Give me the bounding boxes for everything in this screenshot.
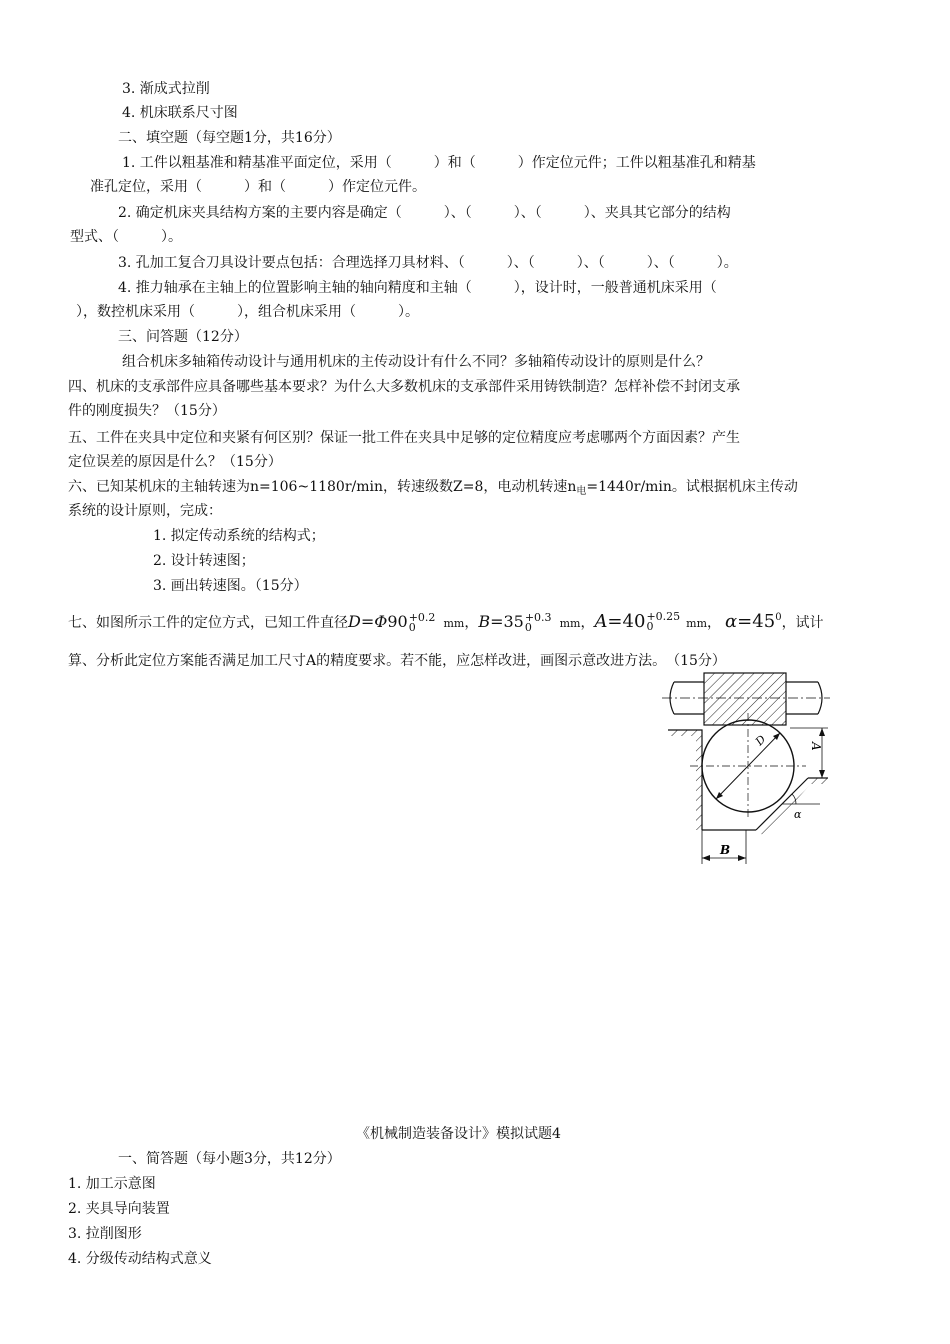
qa-question: 组合机床多轴箱传动设计与通用机床的主传动设计有什么不同？多轴箱传动设计的原则是什么？ [122,354,710,370]
clamp-block [704,673,786,725]
unit-a: mm [686,617,708,630]
comma-2: ， [580,615,595,631]
fill-q1-line2: 准孔定位，采用（ ）和（ ）作定位元件。 [90,179,426,195]
exam4-title: 《机械制造装备设计》模拟试题4 [356,1126,561,1142]
comma-1: ， [464,615,479,631]
left-support [668,730,702,830]
q6-text-b: =1440r/min。试根据机床主传动 [586,479,798,495]
q6-line2: 系统的设计原则，完成： [68,503,222,519]
q4-line2: 件的刚度损失？（15分） [68,403,226,419]
fill-q2-line1: 2. 确定机床夹具结构方案的主要内容是确定（ ）、（ ）、（ ）、夹具其它部分的结构 [118,205,731,221]
label-b: B [720,843,731,857]
q7-text-a: 七、如图所示工件的定位方式，已知工件直径 [68,615,348,631]
q4-line1: 四、机床的支承部件应具备哪些基本要求？为什么大多数机床的支承部件采用铸铁制造？怎样补偿不封闭支承 [68,379,740,395]
label-a: A [809,742,823,751]
exam4-section1: 一、简答题（每小题3分，共12分） [118,1151,341,1167]
item-4: 4. 机床联系尺寸图 [122,105,238,121]
right-support-hatch [808,778,828,784]
label-d: D [752,732,769,749]
fill-q1-line1: 1. 工件以粗基准和精基准平面定位，采用（ ）和（ ）作定位元件；工件以粗基准孔和精基 [122,155,756,171]
fill-q4-line1: 4. 推力轴承在主轴上的位置影响主轴的轴向精度和主轴（ ），设计时，一般普通机床采用（ [118,280,717,296]
q5-line2: 定位误差的原因是什么？（15分） [68,454,282,470]
exam4-q4: 4. 分级传动结构式意义 [68,1251,212,1267]
formula-a: A=40 +0.25 0 [594,610,681,633]
dim-b-arrow-left [702,855,710,861]
fill-q4-line2: ），数控机床采用（ ），组合机床采用（ ）。 [76,304,419,320]
exam4-q2: 2. 夹具导向装置 [68,1201,170,1217]
q6-sub: 电 [576,486,587,497]
q6-text-a: 六、已知某机床的主轴转速为n=106~1180r/min，转速级数Z=8，电动机转速n [68,479,577,495]
q6-step2: 2. 设计转速图； [153,553,255,569]
unit-b: mm [559,617,581,630]
fixture-figure [660,668,900,868]
label-alpha: α [794,808,802,821]
unit-d: mm [443,617,465,630]
formula-b: B=35 +0.3 0 [478,610,552,634]
exam4-q1: 1. 加工示意图 [68,1176,156,1192]
item-3: 3. 渐成式拉削 [122,81,210,97]
fill-q2-line2: 型式、（ ）。 [70,229,182,245]
q7-text-e: ，试计 [781,615,824,631]
section-fill-blank: 二、填空题（每空题1分，共16分） [118,130,341,146]
fill-q3: 3. 孔加工复合刀具设计要点包括：合理选择刀具材料、（ ）、（ ）、（ ）、（ ）。 [118,255,738,271]
q6-step3: 3. 画出转速图。（15分） [153,578,308,594]
dim-a-arrow-top [819,728,825,736]
dim-a-arrow-bottom [819,770,825,778]
v-face-hatch [756,778,816,836]
section-qa: 三、问答题（12分） [118,329,248,345]
exam4-q3: 3. 拉削图形 [68,1226,142,1242]
q5-line1: 五、工件在夹具中定位和夹紧有何区别？保证一批工件在夹具中足够的定位精度应考虑哪两个方面因素？产生 [68,430,740,446]
comma-3: ， [707,615,722,631]
q7-line1 [68,603,824,633]
q6-step1: 1. 拟定传动系统的结构式； [153,528,325,544]
q6-line1 [68,478,798,501]
formula-alpha: $\alpha=45^0$ [725,611,782,632]
formula-d: D=Φ90 +0.2 0 [348,610,436,634]
dim-b-arrow-right [738,855,746,861]
q7-line2: 算、分析此定位方案能否满足加工尺寸A的精度要求。若不能，应怎样改进，画图示意改进方法。 （15分） [68,653,726,669]
